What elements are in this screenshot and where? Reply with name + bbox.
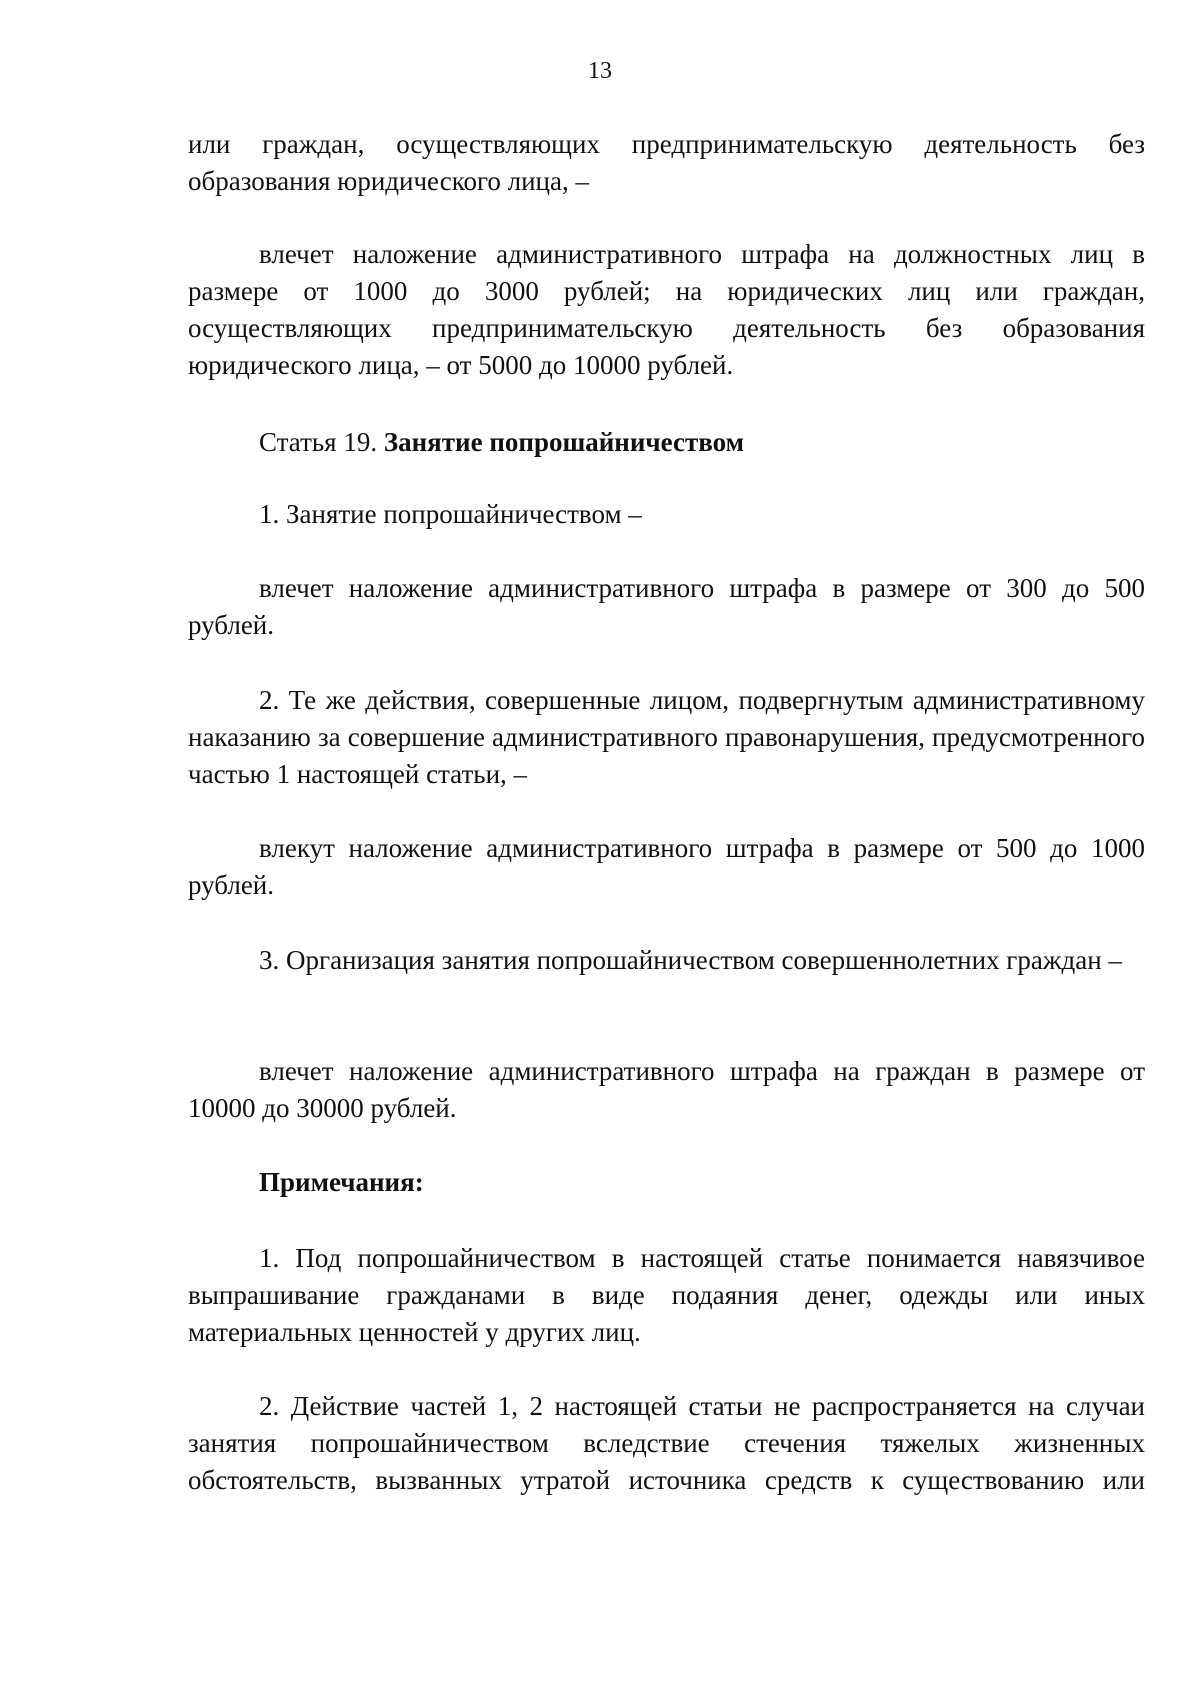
article-title: Занятие попрошайничеством xyxy=(383,427,744,457)
notes-heading-text: Примечания: xyxy=(259,1167,424,1197)
paragraph-text: влекут наложение административного штрафа в размере от 500 до 1000 рублей. xyxy=(188,833,1145,900)
notes-heading xyxy=(188,1164,1145,1201)
paragraph-text: 2. Действие частей 1, 2 настоящей статьи не распространяется на случаи занятия попрошайничеством вследствие стечения тяжелых жизненных обстоятельств, вызванных утратой источника средств к существованию или xyxy=(188,1391,1145,1495)
article-heading xyxy=(188,424,1145,461)
paragraph-penalty-part-2 xyxy=(188,830,1145,904)
paragraph-continuation xyxy=(188,126,1145,200)
paragraph-part-3 xyxy=(188,942,1145,979)
paragraph-text: 3. Организация занятия попрошайничеством совершеннолетних граждан – xyxy=(259,945,1122,975)
paragraph-penalty-part-1 xyxy=(188,570,1145,644)
paragraph-text: 1. Под попрошайничеством в настоящей статье понимается навязчивое выпрашивание гражданами в виде подаяния денег, одежды или иных материальных ценностей у других лиц. xyxy=(188,1243,1145,1347)
paragraph-text: влечет наложение административного штрафа на должностных лиц в размере от 1000 до 3000 рублей; на юридических лиц или граждан, осуществляющих предпринимательскую деятельность без образования юридического лица, – от 5000 до 10000 рублей. xyxy=(188,239,1145,380)
paragraph-penalty-officials xyxy=(188,236,1145,384)
paragraph-text: или граждан, осуществляющих предпринимательскую деятельность без образования юридического лица, – xyxy=(188,129,1145,196)
article-heading-line xyxy=(188,424,1145,461)
paragraph-penalty-part-3 xyxy=(188,1053,1145,1127)
page-number: 13 xyxy=(588,58,612,84)
paragraph-part-1 xyxy=(188,496,1145,533)
paragraph-text: 1. Занятие попрошайничеством – xyxy=(259,499,642,529)
note-2 xyxy=(188,1388,1145,1499)
article-number: Статья 19. xyxy=(259,427,384,457)
paragraph-text: 2. Те же действия, совершенные лицом, подвергнутым административному наказанию за совершение административного правонарушения, предусмотренного частью 1 настоящей статьи, – xyxy=(188,685,1145,789)
paragraph-text: влечет наложение административного штрафа в размере от 300 до 500 рублей. xyxy=(188,573,1145,640)
paragraph-part-2 xyxy=(188,682,1145,793)
paragraph-text: влечет наложение административного штрафа на граждан в размере от 10000 до 30000 рублей. xyxy=(188,1056,1145,1123)
note-1 xyxy=(188,1240,1145,1351)
